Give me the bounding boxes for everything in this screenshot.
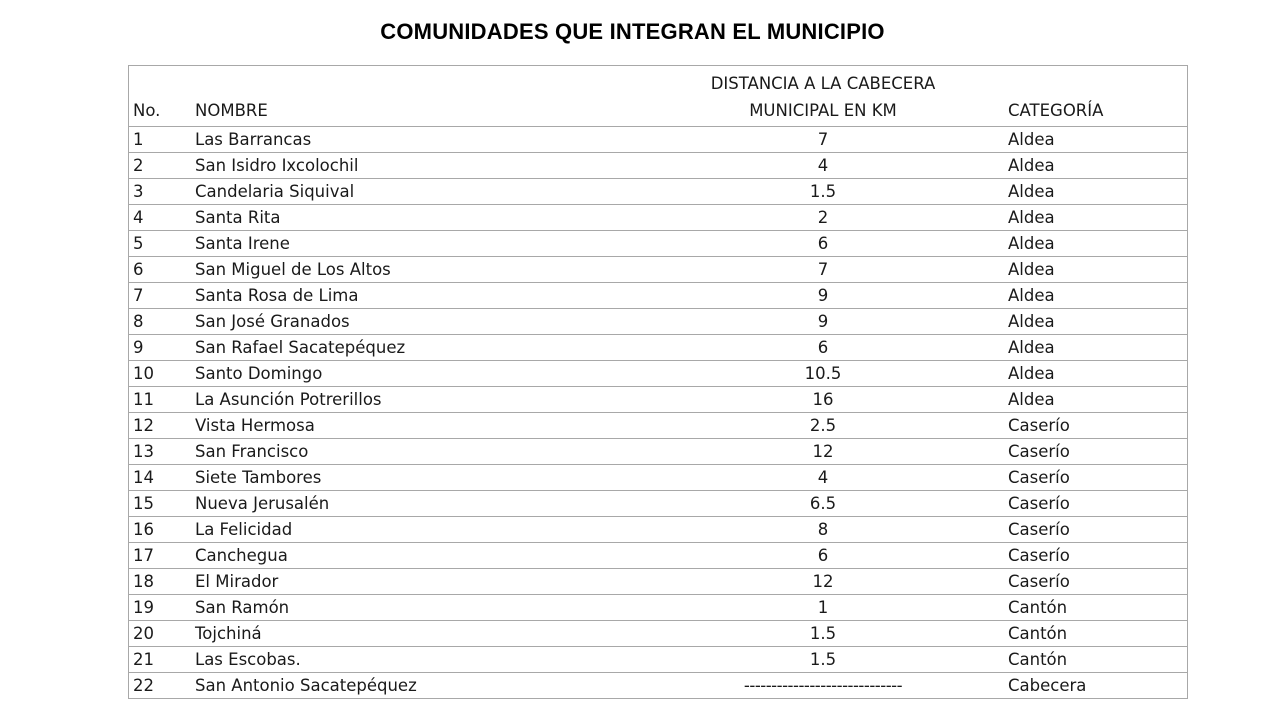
header-category: CATEGORÍA [1008, 66, 1187, 127]
cell-distance: 4 [638, 465, 1008, 491]
cell-no: 7 [129, 283, 195, 309]
table-row [129, 595, 1187, 621]
cell-category: Caserío [1008, 569, 1187, 595]
cell-no: 5 [129, 231, 195, 257]
table-body [129, 127, 1187, 699]
cell-distance: ----------------------------- [743, 676, 903, 695]
cell-distance: 16 [638, 387, 1008, 413]
cell-distance: 8 [638, 517, 1008, 543]
header-row [129, 66, 1187, 127]
cell-no: 16 [129, 517, 195, 543]
cell-no: 15 [129, 491, 195, 517]
table-row [129, 387, 1187, 413]
cell-no: 6 [129, 257, 195, 283]
table-row [129, 361, 1187, 387]
cell-category: Aldea [1008, 257, 1187, 283]
cell-category: Caserío [1008, 517, 1187, 543]
cell-no: 9 [129, 335, 195, 361]
cell-distance: 10.5 [638, 361, 1008, 387]
cell-name: El Mirador [195, 569, 638, 595]
cell-name: La Asunción Potrerillos [195, 387, 638, 413]
table-row [129, 179, 1187, 205]
cell-no: 19 [129, 595, 195, 621]
cell-category: Cantón [1008, 621, 1187, 647]
cell-distance: 7 [638, 127, 1008, 153]
cell-distance: 9 [638, 283, 1008, 309]
cell-distance: 6 [638, 543, 1008, 569]
cell-distance: 6.5 [638, 491, 1008, 517]
cell-no: 17 [129, 543, 195, 569]
cell-category: Caserío [1008, 491, 1187, 517]
cell-category: Aldea [1008, 127, 1187, 153]
table-row [129, 309, 1187, 335]
table-row [129, 621, 1187, 647]
table-row [129, 413, 1187, 439]
cell-category: Aldea [1008, 283, 1187, 309]
cell-no: 8 [129, 309, 195, 335]
table-header [129, 66, 1187, 127]
cell-name: Siete Tambores [195, 465, 638, 491]
cell-no: 4 [129, 205, 195, 231]
cell-name: Santa Rita [195, 205, 638, 231]
cell-distance: 1.5 [638, 179, 1008, 205]
table-row [129, 465, 1187, 491]
cell-category: Aldea [1008, 179, 1187, 205]
cell-distance: 1 [638, 595, 1008, 621]
cell-category: Caserío [1008, 543, 1187, 569]
table-row [129, 439, 1187, 465]
cell-name: Santo Domingo [195, 361, 638, 387]
cell-category: Aldea [1008, 205, 1187, 231]
cell-name: Las Escobas. [195, 647, 638, 673]
table-row [129, 543, 1187, 569]
cell-category: Cantón [1008, 647, 1187, 673]
cell-name: San Ramón [195, 595, 638, 621]
cell-distance: 7 [638, 257, 1008, 283]
cell-no: 12 [129, 413, 195, 439]
cell-distance: 1.5 [638, 621, 1008, 647]
cell-name: Nueva Jerusalén [195, 491, 638, 517]
cell-no: 11 [129, 387, 195, 413]
communities-table [129, 66, 1187, 698]
cell-name: La Felicidad [195, 517, 638, 543]
cell-category: Cabecera [1008, 676, 1087, 695]
cell-name: San Rafael Sacatepéquez [195, 335, 638, 361]
cell-distance: 4 [638, 153, 1008, 179]
cell-no: 20 [129, 621, 195, 647]
cell-category: Cantón [1008, 595, 1187, 621]
header-distance-line2: MUNICIPAL EN KM [749, 101, 897, 120]
cell-distance: 2.5 [638, 413, 1008, 439]
cell-name: Candelaria Siquival [195, 179, 638, 205]
cell-category: Caserío [1008, 465, 1187, 491]
table-row [129, 231, 1187, 257]
table-row [129, 673, 1187, 699]
cell-name: San Francisco [195, 439, 638, 465]
cell-distance: 12 [638, 569, 1008, 595]
cell-no: 14 [129, 465, 195, 491]
cell-distance: 6 [638, 335, 1008, 361]
cell-name: Santa Rosa de Lima [195, 283, 638, 309]
cell-category: Caserío [1008, 439, 1187, 465]
cell-no: 22 [133, 676, 154, 695]
header-distance-line1: DISTANCIA A LA CABECERA [710, 74, 936, 93]
cell-no: 13 [129, 439, 195, 465]
cell-category: Caserío [1008, 413, 1187, 439]
cell-name: Santa Irene [195, 231, 638, 257]
cell-distance: 9 [638, 309, 1008, 335]
cell-no: 3 [129, 179, 195, 205]
table-row [129, 283, 1187, 309]
header-no: No. [129, 66, 195, 127]
cell-name: Vista Hermosa [195, 413, 638, 439]
table-row [129, 153, 1187, 179]
cell-no: 10 [129, 361, 195, 387]
cell-category: Aldea [1008, 231, 1187, 257]
table-row [129, 257, 1187, 283]
cell-name: San Isidro Ixcolochil [195, 153, 638, 179]
table-row [129, 205, 1187, 231]
header-distance [638, 66, 1008, 127]
table-row [129, 517, 1187, 543]
cell-name: San Antonio Sacatepéquez [195, 676, 417, 695]
cell-distance: 1.5 [638, 647, 1008, 673]
communities-table-frame [128, 65, 1188, 699]
cell-distance: 2 [638, 205, 1008, 231]
cell-name: San Miguel de Los Altos [195, 257, 638, 283]
cell-no: 21 [129, 647, 195, 673]
cell-name: San José Granados [195, 309, 638, 335]
table-row [129, 491, 1187, 517]
cell-category: Aldea [1008, 153, 1187, 179]
table-row [129, 647, 1187, 673]
cell-name: Tojchiná [195, 621, 638, 647]
cell-category: Aldea [1008, 309, 1187, 335]
cell-no: 18 [129, 569, 195, 595]
cell-category: Aldea [1008, 335, 1187, 361]
cell-no: 1 [129, 127, 195, 153]
table-row [129, 569, 1187, 595]
table-row [129, 335, 1187, 361]
cell-name: Canchegua [195, 543, 638, 569]
cell-distance: 6 [638, 231, 1008, 257]
table-row [129, 127, 1187, 153]
cell-no: 2 [129, 153, 195, 179]
cell-name: Las Barrancas [195, 127, 638, 153]
header-name: NOMBRE [195, 66, 638, 127]
cell-category: Aldea [1008, 361, 1187, 387]
page-title: COMUNIDADES QUE INTEGRAN EL MUNICIPIO [380, 19, 885, 44]
cell-distance: 12 [638, 439, 1008, 465]
cell-category: Aldea [1008, 387, 1187, 413]
